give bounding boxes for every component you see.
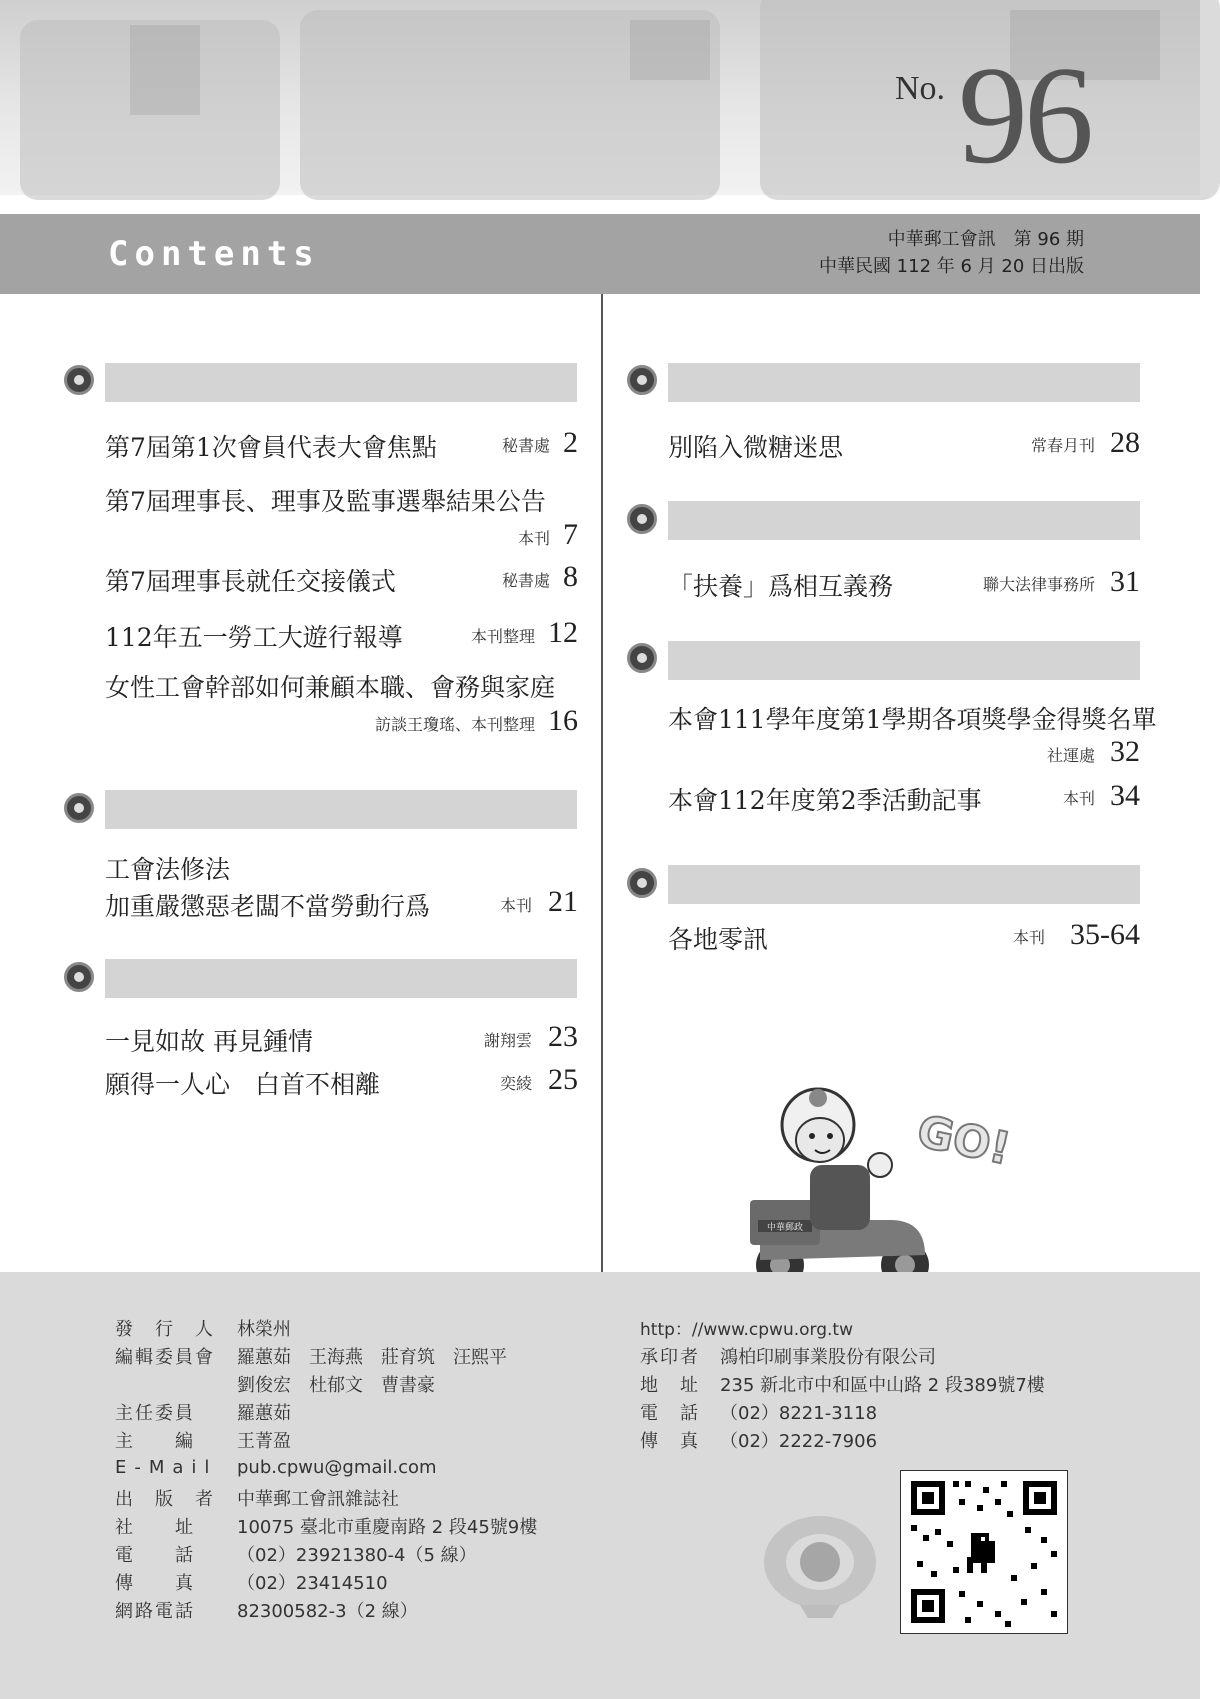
toc-entry-page[interactable]: 8 [563, 560, 578, 593]
toc-entry-author: 本刊 [517, 529, 550, 548]
postal-logo-icon [627, 643, 657, 673]
voip-value: 82300582-3（2 線） [237, 1601, 418, 1622]
postal-logo-icon [627, 504, 657, 534]
toc-entry-title[interactable]: 第7屆理事長就任交接儀式 [105, 567, 396, 596]
toc-entry-author: 秘書處 [501, 436, 550, 455]
go-text: GO! [912, 1105, 1015, 1176]
toc-entry-page[interactable]: 12 [548, 616, 578, 649]
postal-logo-icon [627, 365, 657, 395]
toc-entry-title[interactable]: 工會法修法 [105, 855, 231, 884]
email-value[interactable]: pub.cpwu@gmail.com [237, 1457, 437, 1478]
editorial-board-label: 編輯委員會 [115, 1347, 215, 1368]
toc-entry-author: 秘書處 [501, 571, 550, 590]
publisher-value: 林榮州 [237, 1319, 291, 1340]
contents-band [0, 214, 1200, 294]
toc-entry-title[interactable]: 加重嚴懲惡老闆不當勞動行爲 [105, 892, 431, 921]
postal-logo-icon [64, 365, 94, 395]
toc-entry-page[interactable]: 16 [548, 704, 578, 737]
chief-committee-value: 羅蕙茹 [237, 1403, 291, 1424]
postal-logo-icon [627, 868, 657, 898]
editor-value: 王菁盈 [237, 1431, 291, 1452]
publisher-label: 發 行 人 [115, 1319, 215, 1340]
phone-value: （02）23921380-4（5 線） [237, 1545, 477, 1566]
toc-entry-title[interactable]: 第7屆理事長、理事及監事選舉結果公告 [105, 487, 546, 516]
publication-issue: 中華郵工會訊 第 96 期 [887, 229, 1084, 250]
website-link[interactable]: http：//www.cpwu.org.tw [640, 1320, 853, 1340]
toc-entry-page[interactable]: 31 [1110, 565, 1140, 598]
section-header-bar [105, 959, 577, 998]
toc-entry-author: 本刊整理 [470, 627, 535, 646]
toc-entry-page[interactable]: 25 [548, 1063, 578, 1096]
section-header-bar [668, 501, 1140, 540]
box-label: 中華郵政 [766, 1223, 804, 1233]
email-label: E-Mail [115, 1457, 218, 1478]
postal-logo-icon [64, 962, 94, 992]
toc-entry-page[interactable]: 35-64 [1070, 918, 1140, 951]
toc-entry-title[interactable]: 別陷入微糖迷思 [668, 433, 844, 462]
printer-fax-value: （02）2222-7906 [720, 1431, 878, 1452]
fax-value: （02）23414510 [237, 1573, 388, 1594]
toc-entry-title[interactable]: 各地零訊 [668, 925, 769, 954]
chief-committee-label: 主任委員 [115, 1403, 195, 1424]
section-header-bar [668, 865, 1140, 904]
toc-entry-author: 本刊 [499, 896, 532, 915]
issue-number: 96 [958, 38, 1090, 193]
printer-address-value: 235 新北市中和區中山路 2 段389號7樓 [720, 1375, 1045, 1396]
toc-entry-page[interactable]: 34 [1110, 779, 1140, 812]
issue-no-label: No. [895, 70, 946, 107]
editorial-board-value: 劉俊宏 杜郁文 曹書豪 [237, 1375, 435, 1396]
publication-date: 中華民國 112 年 6 月 20 日出版 [818, 256, 1084, 277]
voip-label: 網路電話 [115, 1601, 195, 1622]
editor-label: 主 編 [115, 1431, 195, 1452]
section-header-bar [668, 363, 1140, 402]
contents-title: Contents [108, 234, 320, 274]
section-header-bar [668, 641, 1140, 680]
column-divider [601, 294, 603, 1272]
union-logo-icon [760, 1510, 880, 1620]
printer-phone-value: （02）8221-3118 [720, 1403, 878, 1424]
fax-label: 傳 真 [115, 1573, 195, 1594]
toc-entry-author: 本刊 [1062, 789, 1095, 808]
printer-address-label: 地 址 [640, 1375, 700, 1396]
printer-fax-label: 傳 真 [640, 1431, 700, 1452]
publication-info [819, 226, 1084, 280]
toc-entry-page[interactable]: 21 [548, 885, 578, 918]
office-address-label: 社 址 [115, 1517, 195, 1538]
phone-label: 電 話 [115, 1545, 195, 1566]
toc-entry-title[interactable]: 一見如故 再見鍾情 [105, 1027, 313, 1056]
postman-scooter-illustration [720, 1070, 1015, 1300]
toc-entry-title[interactable]: 願得一人心 白首不相離 [105, 1070, 381, 1099]
press-value: 中華郵工會訊雜誌社 [237, 1489, 399, 1510]
qr-code-icon[interactable] [900, 1470, 1068, 1634]
printer-label: 承印者 [640, 1347, 700, 1368]
toc-entry-page[interactable]: 32 [1110, 735, 1140, 768]
section-header-bar [105, 790, 577, 829]
toc-entry-author: 聯大法律事務所 [982, 575, 1095, 594]
toc-entry-title[interactable]: 第7屆第1次會員代表大會焦點 [105, 433, 437, 462]
toc-entry-page[interactable]: 2 [563, 426, 578, 459]
printer-phone-label: 電 話 [640, 1403, 700, 1424]
printer-value: 鴻柏印刷事業股份有限公司 [720, 1347, 936, 1368]
press-label: 出 版 者 [115, 1489, 215, 1510]
toc-entry-title[interactable]: 112年五一勞工大遊行報導 [105, 623, 403, 652]
section-header-bar [105, 363, 577, 402]
toc-entry-author: 社運處 [1046, 746, 1095, 765]
toc-entry-author: 常春月刊 [1030, 436, 1095, 455]
toc-entry-author: 謝翔雲 [483, 1031, 532, 1050]
toc-entry-title[interactable]: 女性工會幹部如何兼顧本職、會務與家庭 [105, 673, 556, 702]
toc-entry-page[interactable]: 23 [548, 1020, 578, 1053]
cover-photo [0, 0, 1200, 195]
toc-entry-author: 奕綾 [499, 1074, 532, 1093]
toc-entry-title[interactable]: 「扶養」爲相互義務 [668, 572, 894, 601]
toc-entry-title[interactable]: 本會111學年度第1學期各項獎學金得獎名單 [668, 705, 1157, 734]
toc-entry-page[interactable]: 28 [1110, 426, 1140, 459]
office-address-value: 10075 臺北市重慶南路 2 段45號9樓 [237, 1517, 538, 1538]
toc-entry-author: 本刊 [1012, 928, 1045, 947]
toc-entry-page[interactable]: 7 [563, 518, 578, 551]
postal-logo-icon [64, 793, 94, 823]
editorial-board-value: 羅蕙茹 王海燕 莊育筑 汪熙平 [237, 1347, 507, 1368]
toc-entry-title[interactable]: 本會112年度第2季活動記事 [668, 786, 982, 815]
toc-entry-author: 訪談王瓊瑤、本刊整理 [374, 715, 535, 734]
